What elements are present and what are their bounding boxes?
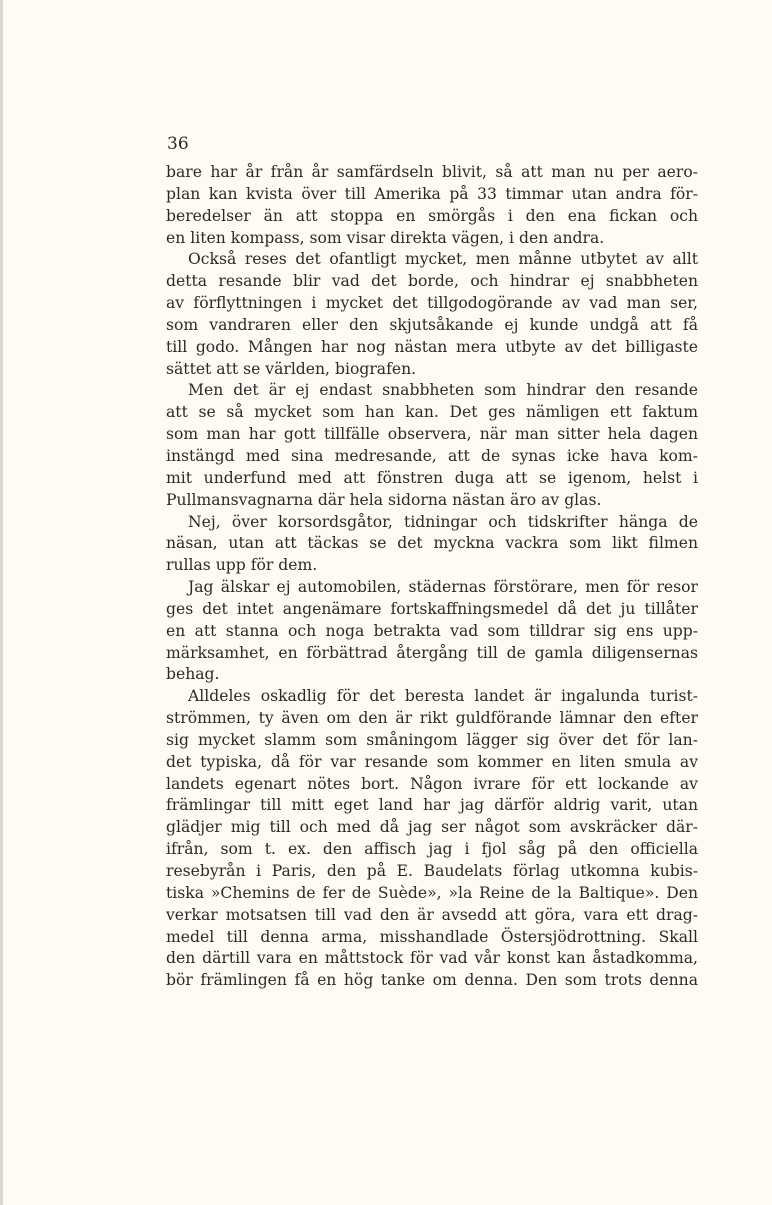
text-line: en liten kompass, som visar direkta vägen, i den andra.	[166, 228, 605, 247]
text-line: ifrån, som t. ex. den affisch jag i fjol såg på den officiella	[166, 840, 698, 859]
text-line: som vandraren eller den skjutsåkande ej kunde undgå att få	[166, 315, 698, 334]
text-line: medel till denna arma, misshandlade Östersjödrottning. Skall	[166, 927, 698, 946]
text-line: strömmen, ty även om den är rikt guldförande lämnar den efter	[166, 709, 698, 728]
text-line: som man har gott tillfälle observera, när man sitter hela dagen	[166, 425, 698, 444]
text-line: att se så mycket som han kan. Det ges nämligen ett faktum	[166, 403, 698, 422]
text-line: det typiska, då för var resande som kommer en liten smula av	[166, 752, 698, 771]
text-line: beredelser än att stoppa en smörgås i den ena fickan och	[166, 206, 698, 225]
text-line: näsan, utan att täckas se det myckna vackra som likt filmen	[166, 534, 698, 553]
text-line: Också reses det ofantligt mycket, men månne utbytet av allt	[188, 250, 698, 269]
text-line: plan kan kvista över till Amerika på 33 timmar utan andra för-	[166, 184, 698, 203]
text-line: sättet att se världen, biografen.	[166, 359, 417, 378]
text-line: Pullmansvagnarna där hela sidorna nästan äro av glas.	[166, 490, 602, 509]
text-line: resebyrån i Paris, den på E. Baudelats förlag utkomna kubis-	[166, 862, 698, 880]
text-line: Nej, över korsordsgåtor, tidningar och tidskrifter hänga de	[188, 512, 698, 531]
text-line: mit underfund med att fönstren duga att se igenom, helst i	[166, 468, 698, 487]
text-line: behag.	[166, 665, 220, 684]
text-line: tiska »Chemins de fer de Suède», »la Reine de la Baltique». Den	[166, 883, 698, 902]
text-line: verkar motsatsen till vad den är avsedd att göra, vara ett drag-	[166, 905, 698, 924]
text-line: bare har år från år samfärdseln blivit, så att man nu per aero-	[166, 163, 698, 181]
text-line: Alldeles oskadlig för det beresta landet är ingalunda turist-	[188, 687, 698, 706]
text-line: sig mycket slamm som småningom lägger sig över det för lan-	[166, 730, 698, 749]
text-line: instängd med sina medresande, att de synas icke hava kom-	[166, 446, 698, 465]
text-line: främlingar till mitt eget land har jag därför aldrig varit, utan	[166, 796, 698, 815]
text-line: bör främlingen få en hög tanke om denna. Den som trots denna	[166, 971, 698, 990]
page-number: 36	[167, 134, 189, 154]
page-edge	[0, 0, 3, 1205]
text-line: Men det är ej endast snabbheten som hindrar den resande	[188, 381, 698, 400]
text-line: den därtill vara en måttstock för vad vår konst kan åstadkomma,	[166, 949, 698, 968]
text-line: landets egenart nötes bort. Någon ivrare för ett lockande av	[166, 774, 698, 793]
text-line: märksamhet, en förbättrad återgång till de gamla diligensernas	[166, 643, 698, 662]
text-line: av förflyttningen i mycket det tillgodogörande av vad man ser,	[166, 294, 698, 313]
text-line: detta resande blir vad det borde, och hindrar ej snabbheten	[166, 272, 698, 291]
body-text	[166, 162, 698, 992]
text-line: ges det intet angenämare fortskaffningsmedel då det ju tillåter	[166, 599, 698, 618]
text-line: till godo. Mången har nog nästan mera utbyte av det billigaste	[166, 337, 698, 356]
text-line: en att stanna och noga betrakta vad som tilldrar sig ens upp-	[166, 621, 698, 640]
text-line: Jag älskar ej automobilen, städernas förstörare, men för resor	[188, 578, 698, 597]
text-line: rullas upp för dem.	[166, 556, 318, 575]
text-line: glädjer mig till och med då jag ser något som avskräcker där-	[166, 818, 698, 837]
